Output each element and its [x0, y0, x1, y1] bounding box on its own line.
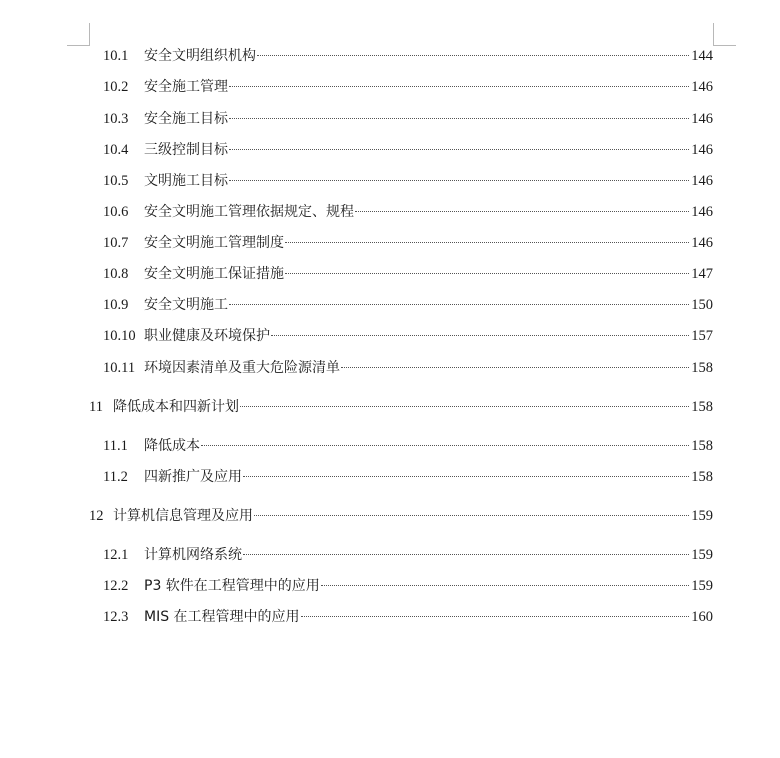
toc-entry-number: 11 — [89, 399, 103, 415]
toc-entry-title: 职业健康及环境保护 — [144, 328, 270, 344]
toc-entry-title: 降低成本和四新计划 — [113, 399, 239, 415]
toc-dot-leader — [355, 211, 689, 212]
toc-entry[interactable] — [103, 435, 713, 457]
toc-dot-leader — [254, 515, 689, 516]
toc-entry-page: 146 — [691, 173, 713, 189]
toc-entry-page: 147 — [691, 266, 713, 282]
toc-entry-title: 文明施工目标 — [144, 173, 228, 189]
toc-dot-leader — [229, 304, 689, 305]
toc-entry-title: 安全文明施工管理制度 — [144, 235, 284, 251]
toc-entry-title: 安全文明组织机构 — [144, 48, 256, 64]
toc-entry[interactable] — [103, 201, 713, 223]
toc-dot-leader — [341, 367, 689, 368]
toc-entry-title: P3 软件在工程管理中的应用 — [144, 578, 320, 594]
toc-entry-title: 降低成本 — [144, 438, 200, 454]
toc-entry[interactable] — [103, 108, 713, 130]
toc-entry-page: 158 — [691, 360, 713, 376]
toc-entry-page: 158 — [691, 438, 713, 454]
toc-entry-page: 157 — [691, 328, 713, 344]
toc-entry-title: 安全文明施工 — [144, 297, 228, 313]
toc-entry-number: 10.8 — [103, 266, 129, 282]
page-corner-mark-top-right — [713, 23, 736, 46]
toc-entry-title: 计算机信息管理及应用 — [113, 508, 253, 524]
toc-entry-title: 四新推广及应用 — [144, 469, 242, 485]
toc-entry-title: MIS 在工程管理中的应用 — [144, 609, 300, 625]
toc-entry-page: 159 — [691, 547, 713, 563]
toc-dot-leader — [243, 476, 689, 477]
toc-entry-page: 146 — [691, 142, 713, 158]
toc-chapter-entry[interactable] — [89, 505, 713, 527]
toc-dot-leader — [201, 445, 689, 446]
toc-dot-leader — [240, 406, 689, 407]
toc-entry[interactable] — [103, 294, 713, 316]
toc-entry-number: 12.2 — [103, 578, 129, 594]
toc-entry-number: 10.3 — [103, 111, 129, 127]
toc-entry-number: 11.2 — [103, 469, 128, 485]
toc-entry[interactable] — [103, 606, 713, 628]
toc-entry[interactable] — [103, 357, 713, 379]
toc-entry-number: 10.11 — [103, 360, 136, 376]
toc-entry-page: 146 — [691, 204, 713, 220]
toc-entry[interactable] — [103, 232, 713, 254]
toc-entry[interactable] — [103, 466, 713, 488]
toc-entry-title: 安全施工目标 — [144, 111, 228, 127]
toc-entry-number: 10.2 — [103, 79, 129, 95]
toc-entry-number: 10.9 — [103, 297, 129, 313]
toc-entry-number: 10.4 — [103, 142, 129, 158]
toc-entry-title: 计算机网络系统 — [144, 547, 242, 563]
toc-entry-title: 安全施工管理 — [144, 79, 228, 95]
toc-dot-leader — [229, 86, 689, 87]
toc-entry-page: 146 — [691, 111, 713, 127]
toc-dot-leader — [257, 55, 689, 56]
toc-entry-page: 160 — [691, 609, 713, 625]
toc-entry-number: 10.5 — [103, 173, 129, 189]
toc-dot-leader — [285, 242, 689, 243]
toc-entry-title: 安全文明施工保证措施 — [144, 266, 284, 282]
toc-entry-title: 环境因素清单及重大危险源清单 — [144, 360, 340, 376]
toc-entry-page: 159 — [691, 578, 713, 594]
toc-dot-leader — [301, 616, 690, 617]
toc-entry-page: 158 — [691, 399, 713, 415]
toc-entry[interactable] — [103, 76, 713, 98]
toc-entry-number: 12 — [89, 508, 104, 524]
toc-dot-leader — [321, 585, 689, 586]
toc-entry-page: 146 — [691, 79, 713, 95]
toc-entry-number: 10.10 — [103, 328, 136, 344]
toc-entry-number: 10.6 — [103, 204, 129, 220]
toc-entry-number: 12.1 — [103, 547, 129, 563]
toc-entry[interactable] — [103, 139, 713, 161]
toc-dot-leader — [243, 554, 689, 555]
toc-entry[interactable] — [103, 325, 713, 347]
toc-entry-number: 10.1 — [103, 48, 129, 64]
toc-entry[interactable] — [103, 263, 713, 285]
toc-entry-number: 10.7 — [103, 235, 129, 251]
toc-entry-title: 三级控制目标 — [144, 142, 228, 158]
toc-dot-leader — [229, 180, 689, 181]
toc-entry-title: 安全文明施工管理依据规定、规程 — [144, 204, 354, 220]
toc-entry-number: 12.3 — [103, 609, 129, 625]
toc-dot-leader — [271, 335, 689, 336]
toc-entry[interactable] — [103, 544, 713, 566]
page-corner-mark-top-left — [67, 23, 90, 46]
toc-entry[interactable] — [103, 45, 713, 67]
toc-chapter-entry[interactable] — [89, 396, 713, 418]
toc-dot-leader — [229, 149, 689, 150]
toc-dot-leader — [285, 273, 689, 274]
toc-entry-page: 146 — [691, 235, 713, 251]
toc-entry-page: 158 — [691, 469, 713, 485]
toc-entry[interactable] — [103, 575, 713, 597]
toc-entry-number: 11.1 — [103, 438, 128, 454]
toc-entry[interactable] — [103, 170, 713, 192]
toc-dot-leader — [229, 118, 689, 119]
toc-entry-page: 150 — [691, 297, 713, 313]
toc-entry-page: 159 — [691, 508, 713, 524]
toc-entry-page: 144 — [691, 48, 713, 64]
